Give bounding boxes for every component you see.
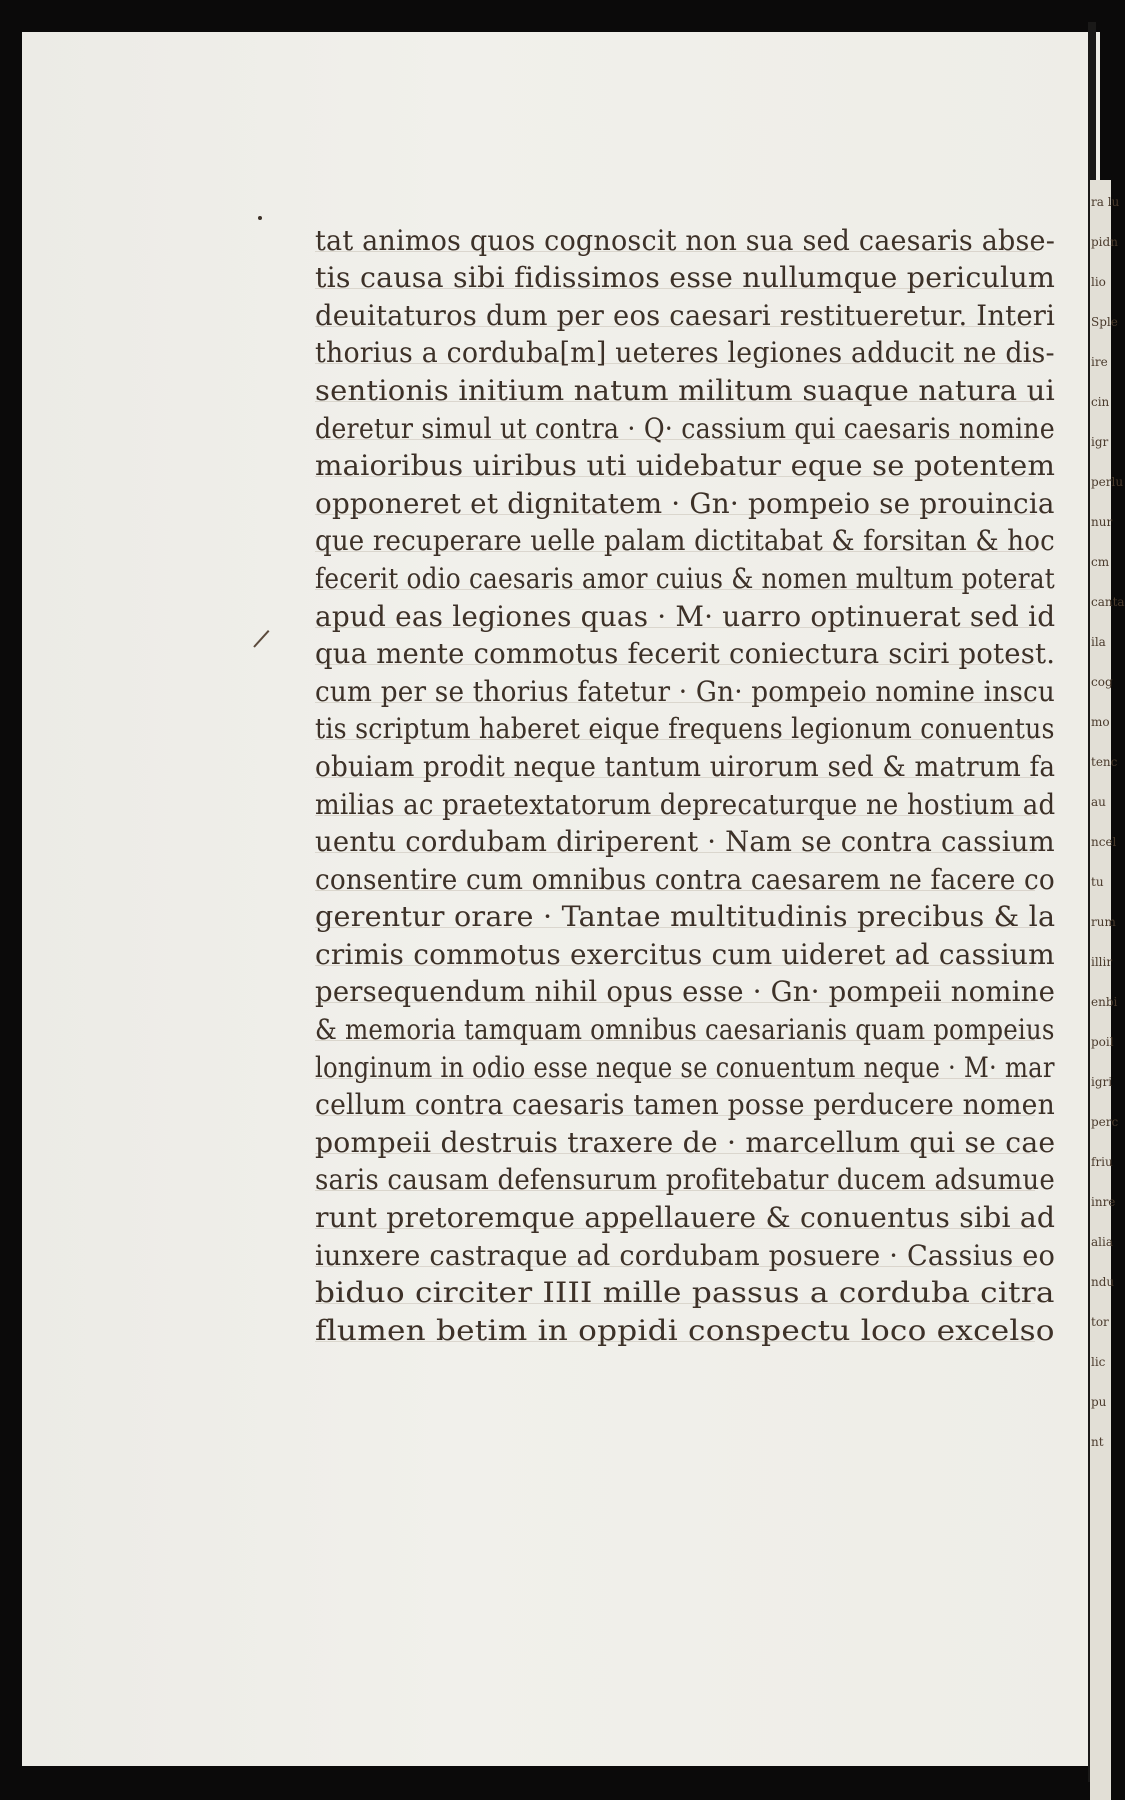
adjacent-fragment: tu [1091, 875, 1104, 889]
adjacent-fragment: tenc [1091, 755, 1118, 769]
manuscript-line [315, 444, 1075, 482]
line-text: fecerit odio caesaris amor cuius & nomen multum poterat [315, 561, 1055, 595]
line-text: saris causam defensurum profitebatur ducem adsumue [315, 1163, 1055, 1197]
adjacent-fragment: lic [1091, 1355, 1106, 1369]
manuscript-line [315, 218, 1075, 256]
manuscript-line [315, 707, 1075, 745]
adjacent-fragment: au [1091, 795, 1106, 809]
line-text: qua mente commotus fecerit coniectura sciri potest. [315, 637, 1056, 671]
adjacent-fragment: pidn [1091, 235, 1118, 249]
line-text: flumen betim in oppidi conspectu loco excelso [315, 1313, 1055, 1347]
adjacent-fragment: cin [1091, 395, 1110, 409]
manuscript-line [315, 1233, 1075, 1271]
line-text: thorius a corduba[m] ueteres legiones adducit ne dis- [315, 336, 1055, 370]
line-text: deretur simul ut contra · Q· cassium qui caesaris nomine [315, 411, 1055, 445]
line-text: & memoria tamquam omnibus caesarianis quam pompeius [315, 1013, 1055, 1047]
adjacent-fragment: ndu [1091, 1275, 1115, 1289]
adjacent-fragment: ra lu [1091, 195, 1120, 209]
line-text: tat animos quos cognoscit non sua sed caesaris abse- [315, 223, 1056, 257]
manuscript-line [315, 556, 1075, 594]
line-text: consentire cum omnibus contra caesarem ne facere co [315, 862, 1055, 896]
line-text: runt pretoremque appellauere & conuentus sibi ad [315, 1201, 1056, 1235]
adjacent-fragment: illir [1091, 955, 1113, 969]
adjacent-fragment: rum [1091, 915, 1116, 929]
line-text: obuiam prodit neque tantum uirorum sed & matrum fa [315, 749, 1056, 783]
adjacent-fragment: perlu [1091, 475, 1124, 489]
manuscript-line [315, 970, 1075, 1008]
line-text: gerentur orare · Tantae multitudinis precibus & la [315, 900, 1056, 934]
line-text: cellum contra caesaris tamen posse perducere nomen [315, 1088, 1055, 1122]
manuscript-line [315, 1308, 1075, 1346]
manuscript-line [315, 820, 1075, 858]
line-text: tis causa sibi fidissimos esse nullumque periculum [315, 261, 1056, 295]
line-text: sentionis initium natum militum suaque natura ui [315, 373, 1056, 407]
manuscript-line [315, 857, 1075, 895]
manuscript-line [315, 406, 1075, 444]
manuscript-line [315, 632, 1075, 670]
line-text: cum per se thorius fatetur · Gn· pompeio nomine inscu [315, 674, 1056, 708]
manuscript-line [315, 1007, 1075, 1045]
adjacent-page-edge [1090, 180, 1125, 1800]
manuscript-line [315, 481, 1075, 519]
line-text: deuitaturos dum per eos caesari restitueretur. Interi [315, 298, 1056, 332]
adjacent-fragment: mo [1091, 715, 1110, 729]
line-text: que recuperare uelle palam dictitabat & forsitan & hoc [315, 524, 1055, 558]
manuscript-line [315, 669, 1075, 707]
adjacent-fragment: perc [1091, 1115, 1119, 1129]
adjacent-fragment: igr [1091, 435, 1109, 449]
line-text: milias ac praetextatorum deprecaturque ne hostium ad [315, 787, 1056, 821]
line-text: apud eas legiones quas · M· uarro optinuerat sed id [315, 599, 1056, 633]
adjacent-fragment: alia [1091, 1235, 1113, 1249]
line-text: crimis commotus exercitus cum uideret ad cassium [315, 937, 1055, 971]
adjacent-fragment: lio [1091, 275, 1106, 289]
manuscript-line [315, 744, 1075, 782]
manuscript-line [315, 256, 1075, 294]
line-text: opponeret et dignitatem · Gn· pompeio se prouincia [315, 486, 1055, 520]
manuscript-line [315, 932, 1075, 970]
manuscript-line [315, 1195, 1075, 1233]
adjacent-fragment: nur [1091, 515, 1113, 529]
line-text: longinum in odio esse neque se conuentum neque · M· mar [315, 1050, 1055, 1084]
line-text: pompeii destruis traxere de · marcellum qui se cae [315, 1125, 1056, 1159]
manuscript-line [315, 331, 1075, 369]
manuscript-line [315, 1045, 1075, 1083]
adjacent-fragment: ncel [1091, 835, 1117, 849]
line-text: tis scriptum haberet eique frequens legionum conuentus [315, 712, 1055, 746]
manuscript-line [315, 519, 1075, 557]
adjacent-fragment: ila [1091, 635, 1106, 649]
manuscript-line [315, 782, 1075, 820]
adjacent-fragment: poil [1091, 1035, 1114, 1049]
manuscript-line [315, 1120, 1075, 1158]
adjacent-fragment: canta [1091, 595, 1125, 609]
manuscript-line [315, 1083, 1075, 1121]
manuscript-line [315, 1271, 1075, 1309]
line-text: uentu cordubam diriperent · Nam se contra cassium [315, 825, 1055, 859]
adjacent-fragment: ire [1091, 355, 1108, 369]
line-text: maioribus uiribus uti uidebatur eque se potentem [315, 449, 1056, 483]
line-text: biduo circiter IIII mille passus a corduba citra [315, 1276, 1055, 1310]
pricking-dot [258, 216, 262, 220]
adjacent-fragment: cm [1091, 555, 1110, 569]
adjacent-fragment: pu [1091, 1395, 1107, 1409]
adjacent-fragment: nt [1091, 1435, 1104, 1449]
line-text: iunxere castraque ad cordubam posuere · Cassius eo [315, 1238, 1056, 1272]
manuscript-line [315, 293, 1075, 331]
manuscript-line [315, 1158, 1075, 1196]
manuscript-line [315, 368, 1075, 406]
adjacent-fragment: tor [1091, 1315, 1109, 1329]
adjacent-fragment: inre [1091, 1195, 1116, 1209]
adjacent-fragment: friu [1091, 1155, 1113, 1169]
adjacent-fragment: enbi [1091, 995, 1118, 1009]
adjacent-fragment: Sple [1091, 315, 1118, 329]
adjacent-fragment: igri [1091, 1075, 1113, 1089]
text-block [315, 218, 1075, 1346]
manuscript-line [315, 594, 1075, 632]
line-text: persequendum nihil opus esse · Gn· pompeii nomine [315, 975, 1056, 1009]
adjacent-fragment: cog [1091, 675, 1113, 689]
manuscript-line [315, 895, 1075, 933]
